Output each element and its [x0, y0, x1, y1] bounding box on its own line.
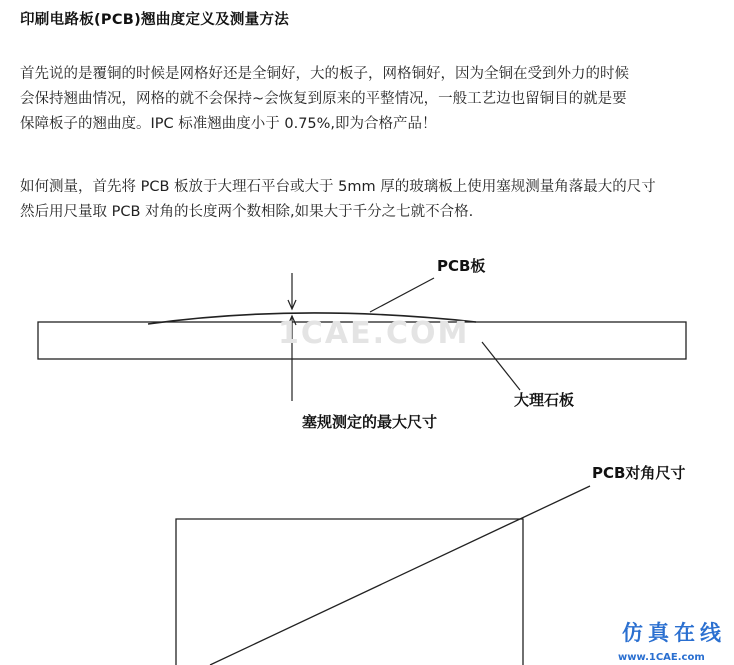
- feeler-label: 塞规测定的最大尺寸: [302, 413, 438, 431]
- marble-label: 大理石板: [514, 391, 575, 409]
- watermark-center: 1CAE.COM: [278, 316, 470, 351]
- paragraph-line: 如何测量，首先将 PCB 板放于大理石平台或大于 5mm 厚的玻璃板上使用塞规测量角落最大的尺寸: [20, 179, 656, 195]
- paragraph-line: 会保持翘曲情况，网格的就不会保持~会恢复到原来的平整情况，一般工艺边也留铜目的就是要: [20, 91, 627, 107]
- page-title: 印刷电路板(PCB)翘曲度定义及测量方法: [20, 12, 290, 28]
- paragraph-line: 保障板子的翘曲度。IPC 标准翘曲度小于 0.75%,即为合格产品！: [20, 116, 437, 132]
- pcb-outline: [176, 519, 523, 665]
- marble-leader-line: [482, 342, 520, 390]
- brand-watermark: [618, 621, 726, 663]
- pcb-leader-line: [370, 278, 434, 312]
- paragraph-line: 首先说的是覆铜的时候是网格好还是全铜好，大的板子，网格铜好，因为全铜在受到外力的时候: [20, 66, 629, 82]
- watermark-brand-cn: 仿真在线: [622, 621, 726, 645]
- pcb-label: PCB板: [437, 257, 486, 275]
- paragraph-line: 然后用尺量取 PCB 对角的长度两个数相除,如果大于千分之七就不合格.: [20, 204, 474, 220]
- diagonal-label: PCB对角尺寸: [592, 464, 686, 482]
- watermark-site: www.1CAE.com: [618, 652, 705, 663]
- diagonal-line: [210, 486, 590, 665]
- figure-diagonal: [176, 464, 685, 665]
